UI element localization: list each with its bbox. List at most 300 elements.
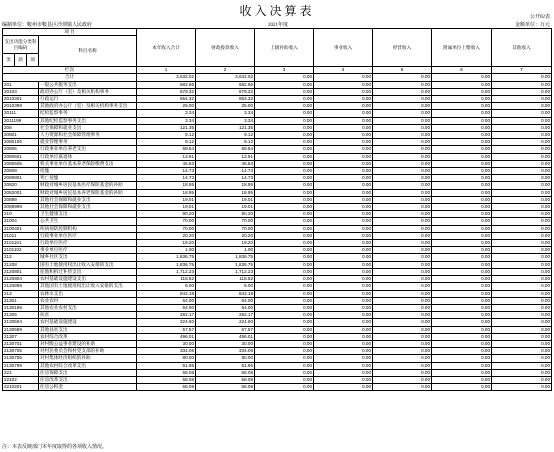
amount-cell: 70.00 bbox=[196, 225, 255, 232]
amount-cell: 842.18 bbox=[196, 290, 255, 297]
amount-cell: 0.00 bbox=[314, 283, 373, 290]
amount-cell: 1,836.75 bbox=[137, 261, 196, 268]
function-code: 2130504 bbox=[3, 319, 39, 326]
amount-cell: 0.00 bbox=[373, 110, 432, 117]
amount-cell: 282.17 bbox=[196, 312, 255, 319]
footnote: 注：本表反映部门本年度取得的各项收入情况。 bbox=[2, 444, 108, 450]
amount-cell: 0.00 bbox=[492, 139, 552, 146]
amount-cell: 0.00 bbox=[255, 297, 314, 304]
amount-cell: 0.00 bbox=[432, 376, 492, 383]
subject-name: 国有土地使用权出让收入安排的支出 bbox=[39, 261, 137, 268]
function-code: 21301 bbox=[3, 297, 39, 304]
amount-cell: 0.00 bbox=[255, 376, 314, 383]
table-row bbox=[3, 103, 552, 110]
function-code: 21011 bbox=[3, 232, 39, 239]
amount-cell: 0.00 bbox=[432, 304, 492, 311]
table-row bbox=[3, 160, 552, 167]
total-cell: 0.00 bbox=[314, 74, 373, 81]
amount-cell: 0.00 bbox=[314, 168, 373, 175]
amount-cell: 282.17 bbox=[137, 312, 196, 319]
amount-cell: 0.00 bbox=[314, 333, 373, 340]
amount-cell: 1.00 bbox=[196, 247, 255, 254]
function-code: 2120804 bbox=[3, 276, 39, 283]
amount-cell: 0.00 bbox=[373, 160, 432, 167]
amount-cell: 0.00 bbox=[432, 254, 492, 261]
amount-cell: 3.34 bbox=[196, 110, 255, 117]
amount-cell: 0.00 bbox=[314, 189, 373, 196]
amount-cell: 0.00 bbox=[373, 261, 432, 268]
subject-name: 对村民委员会和村党支部的补助 bbox=[39, 348, 137, 355]
table-row bbox=[3, 182, 552, 189]
amount-cell: 0.00 bbox=[492, 153, 552, 160]
amount-cell: 0.00 bbox=[255, 146, 314, 153]
table-row bbox=[3, 304, 552, 311]
amount-cell: 90.20 bbox=[196, 211, 255, 218]
amount-cell: 121.35 bbox=[196, 124, 255, 131]
table-row bbox=[3, 225, 552, 232]
table-body bbox=[3, 81, 552, 391]
table-row bbox=[3, 348, 552, 355]
amount-cell: 0.00 bbox=[255, 276, 314, 283]
amount-cell: 0.00 bbox=[373, 139, 432, 146]
amount-cell: 0.00 bbox=[492, 225, 552, 232]
function-code: 2120899 bbox=[3, 283, 39, 290]
total-cell: 0.00 bbox=[373, 74, 432, 81]
table-row bbox=[3, 326, 552, 333]
amount-cell: 0.00 bbox=[314, 124, 373, 131]
subject-name: 住房保障支出 bbox=[39, 369, 137, 376]
amount-cell: 0.00 bbox=[432, 132, 492, 139]
amount-cell: 19.01 bbox=[137, 196, 196, 203]
amount-cell: 0.00 bbox=[492, 175, 552, 182]
amount-cell: 0.00 bbox=[255, 182, 314, 189]
amount-cell: 0.00 bbox=[492, 326, 552, 333]
amount-cell: 0.00 bbox=[314, 232, 373, 239]
amount-cell: 0.00 bbox=[314, 254, 373, 261]
table-row bbox=[3, 254, 552, 261]
amount-cell: 0.00 bbox=[314, 348, 373, 355]
amount-cell: 0.00 bbox=[255, 160, 314, 167]
function-code: 2011199 bbox=[3, 117, 39, 124]
amount-cell: 0.00 bbox=[314, 268, 373, 275]
subject-name: 其他纪检监察事务支出 bbox=[39, 117, 137, 124]
amount-cell: 0.00 bbox=[314, 204, 373, 211]
amount-cell: 70.00 bbox=[137, 218, 196, 225]
amount-cell: 0.00 bbox=[314, 376, 373, 383]
amount-cell: 0.00 bbox=[314, 384, 373, 391]
table-row bbox=[3, 110, 552, 117]
amount-cell: 0.00 bbox=[432, 168, 492, 175]
function-code: 20820 bbox=[3, 182, 39, 189]
amount-cell: 0.00 bbox=[255, 312, 314, 319]
amount-unit: 金额单位：万元 bbox=[514, 23, 550, 28]
class-header: 类 bbox=[3, 54, 15, 67]
amount-cell: 0.00 bbox=[373, 384, 432, 391]
function-code: 2130599 bbox=[3, 326, 39, 333]
subject-name: 疾病预防控制机构 bbox=[39, 225, 137, 232]
amount-cell: 14.73 bbox=[137, 175, 196, 182]
amount-cell: 0.00 bbox=[373, 175, 432, 182]
amount-cell: 0.00 bbox=[432, 88, 492, 95]
function-code: 210 bbox=[3, 211, 39, 218]
function-code: 2101102 bbox=[3, 247, 39, 254]
function-code: 21307 bbox=[3, 333, 39, 340]
amount-cell: 0.00 bbox=[373, 189, 432, 196]
amount-cell: 1,712.23 bbox=[196, 268, 255, 275]
amount-cell: 0.00 bbox=[314, 160, 373, 167]
amount-cell: 0.00 bbox=[373, 276, 432, 283]
subject-name: 卫生健康支出 bbox=[39, 211, 137, 218]
amount-cell: 0.00 bbox=[373, 132, 432, 139]
subject-name: 社会保障和就业支出 bbox=[39, 124, 137, 131]
form-number: 公开02表 bbox=[529, 15, 550, 20]
amount-cell: 0.00 bbox=[492, 312, 552, 319]
table-row bbox=[3, 132, 552, 139]
amount-cell: 51.95 bbox=[196, 362, 255, 369]
amount-cell: 64.00 bbox=[137, 297, 196, 304]
subject-name: 其他社会保障和就业支出 bbox=[39, 204, 137, 211]
amount-cell: 0.00 bbox=[492, 254, 552, 261]
amount-cell: 14.73 bbox=[196, 175, 255, 182]
amount-cell: 0.00 bbox=[314, 304, 373, 311]
amount-cell: 19.01 bbox=[196, 196, 255, 203]
total-cell: 0.00 bbox=[432, 74, 492, 81]
amount-cell: 3.34 bbox=[137, 110, 196, 117]
amount-cell: 0.00 bbox=[373, 211, 432, 218]
subject-name: 行政事业单位养老支出 bbox=[39, 146, 137, 153]
col-header-fiscal: 财政拨款收入 bbox=[196, 29, 255, 67]
amount-cell: 0.00 bbox=[492, 211, 552, 218]
amount-cell: 334.06 bbox=[137, 348, 196, 355]
amount-cell: 0.00 bbox=[314, 132, 373, 139]
amount-cell: 9.12 bbox=[137, 139, 196, 146]
table-row bbox=[3, 81, 552, 88]
amount-cell: 0.00 bbox=[432, 153, 492, 160]
amount-cell: 0.00 bbox=[432, 312, 492, 319]
amount-cell: 0.00 bbox=[492, 81, 552, 88]
function-code: 201 bbox=[3, 81, 39, 88]
total-label: 合计 bbox=[3, 74, 137, 81]
amount-cell: 0.00 bbox=[255, 153, 314, 160]
amount-cell: 58.08 bbox=[137, 384, 196, 391]
amount-cell: 0.00 bbox=[432, 333, 492, 340]
amount-cell: 0.00 bbox=[373, 124, 432, 131]
amount-cell: 0.00 bbox=[432, 117, 492, 124]
amount-cell: 0.00 bbox=[492, 189, 552, 196]
subject-name: 行政运行 bbox=[39, 96, 137, 103]
amount-cell: 0.00 bbox=[314, 196, 373, 203]
amount-cell: 682.66 bbox=[196, 81, 255, 88]
amount-cell: 0.00 bbox=[492, 96, 552, 103]
amount-cell: 80.00 bbox=[137, 355, 196, 362]
function-code: 20801 bbox=[3, 132, 39, 139]
amount-cell: 0.00 bbox=[314, 103, 373, 110]
amount-cell: 0.00 bbox=[373, 362, 432, 369]
report-year: 2021年度 bbox=[268, 23, 289, 28]
amount-cell: 0.00 bbox=[255, 240, 314, 247]
amount-cell: 0.00 bbox=[432, 182, 492, 189]
total-cell: 0.00 bbox=[492, 74, 552, 81]
amount-cell: 118.52 bbox=[137, 276, 196, 283]
subject-name: 对村级公益事业建设的补助 bbox=[39, 340, 137, 347]
amount-cell: 0.00 bbox=[314, 175, 373, 182]
amount-cell: 0.00 bbox=[432, 218, 492, 225]
amount-cell: 0.00 bbox=[373, 247, 432, 254]
subject-name: 农业农村 bbox=[39, 297, 137, 304]
amount-cell: 0.00 bbox=[314, 117, 373, 124]
amount-cell: 59.54 bbox=[196, 146, 255, 153]
amount-cell: 0.00 bbox=[255, 384, 314, 391]
amount-cell: 18.95 bbox=[137, 182, 196, 189]
amount-cell: 0.00 bbox=[373, 312, 432, 319]
amount-cell: 70.00 bbox=[137, 225, 196, 232]
amount-cell: 20.20 bbox=[196, 232, 255, 239]
amount-cell: 0.00 bbox=[432, 261, 492, 268]
function-code: 2080501 bbox=[3, 153, 39, 160]
amount-cell: 0.00 bbox=[492, 88, 552, 95]
amount-cell: 0.00 bbox=[255, 355, 314, 362]
amount-cell: 0.00 bbox=[492, 268, 552, 275]
table-row bbox=[3, 139, 552, 146]
col-num: 4 bbox=[314, 67, 373, 74]
amount-cell: 0.00 bbox=[373, 376, 432, 383]
amount-cell: 0.00 bbox=[492, 261, 552, 268]
table-row bbox=[3, 96, 552, 103]
amount-cell: 0.00 bbox=[314, 276, 373, 283]
amount-cell: 0.00 bbox=[432, 247, 492, 254]
amount-cell: 0.00 bbox=[492, 146, 552, 153]
amount-cell: 0.00 bbox=[492, 362, 552, 369]
amount-cell: 0.00 bbox=[492, 132, 552, 139]
amount-cell: 0.00 bbox=[492, 290, 552, 297]
amount-cell: 0.00 bbox=[492, 196, 552, 203]
function-code: 2100401 bbox=[3, 225, 39, 232]
amount-cell: 0.00 bbox=[432, 384, 492, 391]
amount-cell: 0.00 bbox=[432, 326, 492, 333]
amount-cell: 45.63 bbox=[196, 160, 255, 167]
function-code: 21305 bbox=[3, 312, 39, 319]
amount-cell: 0.00 bbox=[373, 146, 432, 153]
total-cell: 3,632.02 bbox=[137, 74, 196, 81]
amount-cell: 3.34 bbox=[137, 117, 196, 124]
amount-cell: 0.00 bbox=[255, 189, 314, 196]
table-row bbox=[3, 297, 552, 304]
col-num: 6 bbox=[432, 67, 492, 74]
amount-cell: 0.00 bbox=[255, 88, 314, 95]
subject-name: 一般公共服务支出 bbox=[39, 81, 137, 88]
table-row bbox=[3, 146, 552, 153]
table-row bbox=[3, 362, 552, 369]
subject-name: 财政对城乡居民基本养老保险基金的补助 bbox=[39, 189, 137, 196]
subject-name: 行政事业单位医疗 bbox=[39, 232, 137, 239]
function-code: 2130705 bbox=[3, 348, 39, 355]
amount-cell: 25.00 bbox=[137, 103, 196, 110]
col-header-operating: 经营收入 bbox=[373, 29, 432, 67]
amount-cell: 0.00 bbox=[314, 362, 373, 369]
amount-cell: 9.12 bbox=[137, 132, 196, 139]
subject-name: 政府办公厅（室）及相关机构事务 bbox=[39, 88, 137, 95]
subject-name: 城乡社区支出 bbox=[39, 254, 137, 261]
amount-cell: 0.00 bbox=[373, 225, 432, 232]
amount-cell: 0.00 bbox=[373, 268, 432, 275]
amount-cell: 0.00 bbox=[373, 103, 432, 110]
amount-cell: 80.00 bbox=[196, 355, 255, 362]
amount-cell: 64.00 bbox=[196, 304, 255, 311]
subject-name: 农林水支出 bbox=[39, 290, 137, 297]
function-code: 208 bbox=[3, 124, 39, 131]
amount-cell: 0.00 bbox=[432, 96, 492, 103]
subject-name: 死亡抚恤 bbox=[39, 175, 137, 182]
function-code: 21208 bbox=[3, 261, 39, 268]
table-row bbox=[3, 283, 552, 290]
amount-cell: 0.00 bbox=[314, 146, 373, 153]
col-num: 1 bbox=[137, 67, 196, 74]
table-row bbox=[3, 290, 552, 297]
amount-cell: 57.57 bbox=[137, 326, 196, 333]
function-code: 2130799 bbox=[3, 362, 39, 369]
amount-cell: 654.32 bbox=[196, 96, 255, 103]
amount-cell: 0.00 bbox=[432, 139, 492, 146]
table-row bbox=[3, 247, 552, 254]
amount-cell: 0.00 bbox=[314, 247, 373, 254]
amount-cell: 0.00 bbox=[492, 355, 552, 362]
amount-cell: 0.00 bbox=[373, 369, 432, 376]
amount-cell: 0.00 bbox=[255, 232, 314, 239]
amount-cell: 0.00 bbox=[492, 283, 552, 290]
amount-cell: 679.32 bbox=[196, 88, 255, 95]
kuan-header: 款 bbox=[15, 54, 27, 67]
subject-name: 事业单位医疗 bbox=[39, 247, 137, 254]
amount-cell: 0.00 bbox=[373, 283, 432, 290]
amount-cell: 682.66 bbox=[137, 81, 196, 88]
function-code: 212 bbox=[3, 254, 39, 261]
amount-cell: 0.00 bbox=[255, 268, 314, 275]
subject-name: 农村综合改革 bbox=[39, 333, 137, 340]
table-row bbox=[3, 340, 552, 347]
amount-cell: 18.95 bbox=[196, 182, 255, 189]
income-table bbox=[2, 28, 552, 391]
amount-cell: 121.35 bbox=[137, 124, 196, 131]
table-row bbox=[3, 196, 552, 203]
amount-cell: 0.00 bbox=[492, 276, 552, 283]
amount-cell: 20.20 bbox=[137, 232, 196, 239]
function-code: 2010399 bbox=[3, 103, 39, 110]
amount-cell: 0.00 bbox=[373, 204, 432, 211]
subject-name: 农村基础设施建设支出 bbox=[39, 276, 137, 283]
amount-cell: 0.00 bbox=[373, 182, 432, 189]
amount-cell: 0.00 bbox=[432, 225, 492, 232]
amount-cell: 13.91 bbox=[137, 153, 196, 160]
amount-cell: 0.00 bbox=[373, 348, 432, 355]
col-header-total-income: 本年收入合计 bbox=[137, 29, 196, 67]
amount-cell: 118.52 bbox=[196, 276, 255, 283]
amount-cell: 0.00 bbox=[432, 297, 492, 304]
amount-cell: 0.00 bbox=[314, 312, 373, 319]
amount-cell: 0.00 bbox=[432, 355, 492, 362]
subject-name: 扶贫 bbox=[39, 312, 137, 319]
func-code-header: 支出功能分类科目编码 bbox=[3, 36, 39, 54]
amount-cell: 70.00 bbox=[196, 218, 255, 225]
subject-name: 征地和拆迁补偿支出 bbox=[39, 268, 137, 275]
amount-cell: 0.00 bbox=[373, 81, 432, 88]
table-row bbox=[3, 355, 552, 362]
amount-cell: 0.00 bbox=[255, 261, 314, 268]
amount-cell: 0.00 bbox=[255, 283, 314, 290]
function-code: 20805 bbox=[3, 146, 39, 153]
report-title: 收入决算表 bbox=[239, 4, 315, 18]
table-row bbox=[3, 117, 552, 124]
amount-cell: 0.00 bbox=[314, 290, 373, 297]
amount-cell: 0.00 bbox=[255, 304, 314, 311]
amount-cell: 0.00 bbox=[255, 196, 314, 203]
amount-cell: 0.00 bbox=[314, 369, 373, 376]
amount-cell: 0.00 bbox=[492, 376, 552, 383]
amount-cell: 0.00 bbox=[492, 333, 552, 340]
amount-cell: 0.00 bbox=[314, 88, 373, 95]
amount-cell: 0.00 bbox=[432, 204, 492, 211]
subject-name: 住房改革支出 bbox=[39, 376, 137, 383]
col-num: 2 bbox=[196, 67, 255, 74]
amount-cell: 1,712.23 bbox=[137, 268, 196, 275]
amount-cell: 0.00 bbox=[373, 297, 432, 304]
amount-cell: 0.00 bbox=[432, 189, 492, 196]
subject-name: 抚恤 bbox=[39, 168, 137, 175]
amount-cell: 0.00 bbox=[255, 290, 314, 297]
amount-cell: 9.12 bbox=[196, 139, 255, 146]
amount-cell: 0.00 bbox=[314, 297, 373, 304]
subject-name: 其他政府办公厅（室）及相关机构事务支出 bbox=[39, 103, 137, 110]
amount-cell: 0.00 bbox=[432, 175, 492, 182]
table-row bbox=[3, 268, 552, 275]
amount-cell: 14.73 bbox=[196, 168, 255, 175]
function-code: 213 bbox=[3, 290, 39, 297]
subject-name-header: 科目名称 bbox=[39, 36, 137, 67]
function-code: 221 bbox=[3, 369, 39, 376]
subject-name: 对村集体经济组织的补助 bbox=[39, 355, 137, 362]
amount-cell: 0.00 bbox=[432, 240, 492, 247]
amount-cell: 224.60 bbox=[137, 319, 196, 326]
amount-cell: 0.00 bbox=[492, 348, 552, 355]
amount-cell: 0.00 bbox=[255, 333, 314, 340]
amount-cell: 64.00 bbox=[196, 297, 255, 304]
total-cell: 3,632.02 bbox=[196, 74, 255, 81]
table-row bbox=[3, 312, 552, 319]
amount-cell: 0.00 bbox=[492, 204, 552, 211]
amount-cell: 0.00 bbox=[492, 384, 552, 391]
table-row bbox=[3, 276, 552, 283]
subject-name: 纪检监察事务 bbox=[39, 110, 137, 117]
amount-cell: 0.00 bbox=[255, 247, 314, 254]
subject-name: 人力资源和社会保障管理事务 bbox=[39, 132, 137, 139]
amount-cell: 0.00 bbox=[373, 355, 432, 362]
function-code: 2082001 bbox=[3, 189, 39, 196]
amount-cell: 25.00 bbox=[196, 103, 255, 110]
amount-cell: 0.00 bbox=[432, 81, 492, 88]
amount-cell: 1,836.75 bbox=[196, 254, 255, 261]
amount-cell: 6.00 bbox=[137, 283, 196, 290]
table-row bbox=[3, 333, 552, 340]
table-row bbox=[3, 240, 552, 247]
amount-cell: 0.00 bbox=[373, 240, 432, 247]
table-row bbox=[3, 168, 552, 175]
amount-cell: 13.91 bbox=[196, 153, 255, 160]
amount-cell: 58.08 bbox=[137, 369, 196, 376]
function-code: 20103 bbox=[3, 88, 39, 95]
subject-name: 行政单位离退休 bbox=[39, 153, 137, 160]
amount-cell: 0.00 bbox=[255, 340, 314, 347]
subject-name: 机关事业单位基本养老保险缴费支出 bbox=[39, 160, 137, 167]
table-row bbox=[3, 124, 552, 131]
